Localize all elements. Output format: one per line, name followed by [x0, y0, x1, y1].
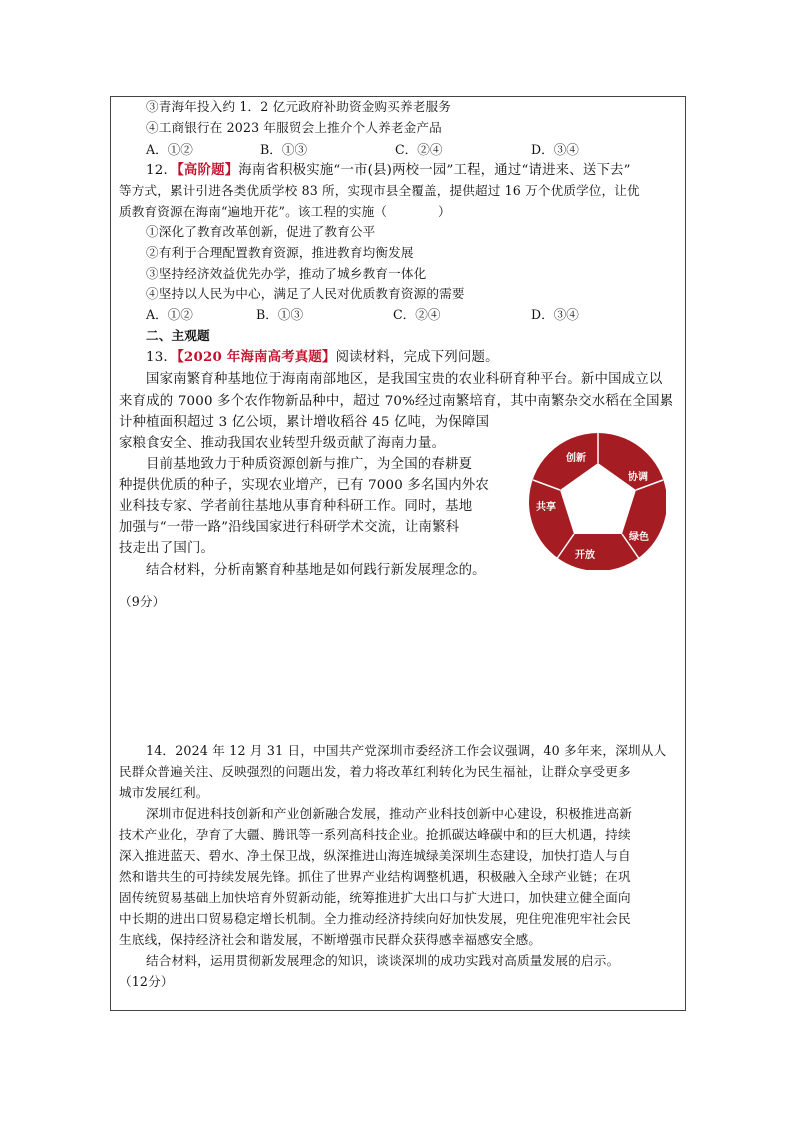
q13-para1-line-1: 国家南繁育种基地位于海南南部地区，是我国宝贵的农业科研育种平台。新中国成立以: [146, 372, 663, 387]
section-heading: 二、主观题: [146, 328, 210, 343]
q13-stem: [146, 347, 499, 368]
diagram-label-sharing: 共享: [536, 502, 556, 513]
q14-para2-line-1: 深圳市促进科技创新和产业创新融合发展，推动产业科技创新中心建设，积极推进高新: [146, 806, 633, 821]
q11-option-a: A．①②: [146, 142, 193, 157]
q11-option-c: C．②④: [395, 142, 443, 157]
q12-item-4: ④坚持以人民为中心，满足了人民对优质教育资源的需要: [146, 286, 465, 301]
q12-item-1: ①深化了教育改革创新，促进了教育公平: [146, 224, 376, 239]
q11-item-3: ③青海年投入约 1．2 亿元政府补助资金购买养老服务: [146, 99, 451, 114]
q12-tag: 【高阶题】: [177, 162, 239, 178]
q13-lead: 阅读材料，完成下列问题。: [335, 350, 499, 365]
q13-score: （9分）: [119, 594, 166, 609]
q13-number: 13．: [146, 350, 178, 365]
q13-para2-line-5: 技走出了国门。: [119, 541, 215, 556]
q14-para2-line-4: 然和谐共生的可持续发展先锋。抓住了世界产业结构调整机遇，积极融入全球产业链；在巩: [119, 869, 631, 884]
q14-question: 结合材料，运用贯彻新发展理念的知识，谈谈深圳的成功实践对高质量发展的启示。: [146, 953, 620, 968]
q13-para1-line-4: 家粮食安全、推动我国农业转型升级贡献了海南力量。: [119, 436, 446, 451]
q13-question: 结合材料，分析南繁育种基地是如何践行新发展理念的。: [146, 563, 486, 578]
diagram-label-green: 绿色: [629, 532, 649, 543]
q12-item-3: ③坚持经济效益优先办学，推动了城乡教育一体化: [146, 266, 427, 281]
q13-para1-line-2: 来育成的 7000 多个农作物新品种中，超过 70%经过南繁培育，其中南繁杂交水稻在全国累: [119, 394, 674, 409]
q13-para2-line-3: 业科技专家、学者前往基地从事育种科研工作。同时，基地: [119, 499, 473, 514]
q14-para2-line-7: 生底线，保持经济社会和谐发展，不断增强市民群众获得感幸福感安全感。: [119, 932, 542, 947]
new-development-concepts-diagram: [528, 418, 666, 570]
q14-stem-line-1: 14．2024 年 12 月 31 日，中国共产党深圳市委经济工作会议强调，40 多年来，深圳从人: [146, 743, 667, 758]
q12-stem-line-1: [146, 160, 631, 181]
q12-option-b: B．①③: [256, 307, 304, 322]
q12-stem-line-3: 质教育资源在海南“遍地开花”。该工程的实施（ ）: [119, 204, 451, 219]
q14-para2-line-5: 固传统贸易基础上加快培育外贸新动能，统筹推进扩大出口与扩大进口，加快建立健全面向: [119, 890, 631, 905]
q12-item-2: ②有利于合理配置教育资源，推进教育均衡发展: [146, 245, 414, 260]
q13-para2-line-2: 种提供优质的种子，实现农业增产，已有 7000 多名国内外农: [119, 478, 489, 493]
q12-option-c: C．②④: [393, 307, 441, 322]
q12-stem-line-2: 等方式，累计引进各类优质学校 83 所，实现市县全覆盖，提供超过 16 万个优质学位，让优: [119, 183, 640, 198]
q11-item-4: ④工商银行在 2023 年服贸会上推介个人养老金产品: [146, 120, 442, 135]
q14-para2-line-3: 深入推进蓝天、碧水、净土保卫战，纵深推进山海连城绿美深圳生态建设，加快打造人与自: [119, 848, 631, 863]
q12-number: 12．: [146, 163, 178, 178]
q11-option-d: D．③④: [531, 142, 579, 157]
q12-option-a: A．①②: [146, 307, 193, 322]
diagram-label-innovation: 创新: [566, 453, 586, 464]
q13-tag: 【2020 年海南高考真题】: [177, 349, 336, 365]
q14-stem-line-3: 城市发展红利。: [119, 785, 209, 800]
q14-stem-line-2: 民群众普遍关注、反映强烈的问题出发，着力将改革红利转化为民生福祉，让群众享受更多: [119, 764, 631, 779]
q13-para2-line-1: 目前基地致力于种质资源创新与推广，为全国的春耕夏: [146, 457, 473, 472]
q14-para2-line-2: 技术产业化，孕育了大疆、腾讯等一系列高科技企业。抢抓碳达峰碳中和的巨大机遇，持续: [119, 827, 631, 842]
q13-para1-line-3: 计种植面积超过 3 亿公顷，累计增收稻谷 45 亿吨，为保障国: [119, 415, 490, 430]
q13-para2-line-4: 加强与“一带一路”沿线国家进行科研学术交流，让南繁科: [119, 520, 460, 535]
q14-score: （12分）: [119, 974, 174, 989]
q11-option-b: B．①③: [260, 142, 308, 157]
q12-option-d: D．③④: [531, 307, 579, 322]
q14-para2-line-6: 中长期的进出口贸易稳定增长机制。全力推动经济持续向好加快发展，兜住兜准兜牢社会民: [119, 911, 631, 926]
diagram-label-coordination: 协调: [628, 472, 648, 483]
diagram-label-openness: 开放: [575, 550, 595, 561]
q12-stem-text: 海南省积极实施“一市(县)两校一园”工程，通过“请进来、送下去”: [238, 163, 631, 178]
